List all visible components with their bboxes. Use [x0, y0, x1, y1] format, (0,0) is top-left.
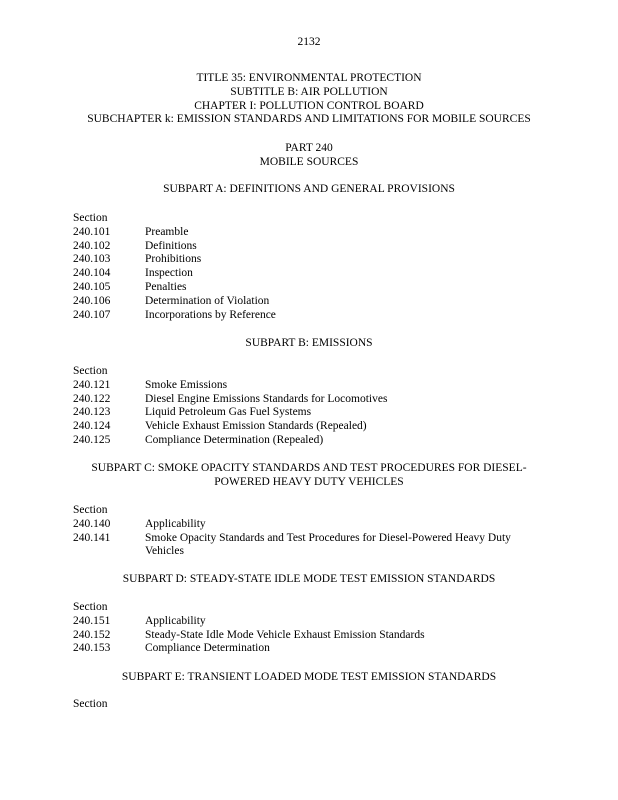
section-title: Inspection: [145, 267, 193, 280]
part-heading: [0, 142, 618, 170]
title-heading: TITLE 35: ENVIRONMENTAL PROTECTION: [196, 72, 422, 84]
section-row: [73, 295, 543, 309]
subpart-e-sections: [73, 698, 543, 712]
section-title: Determination of Violation: [145, 294, 270, 307]
section-title: Applicability: [145, 614, 206, 627]
section-title: Liquid Petroleum Gas Fuel Systems: [145, 406, 312, 419]
subpart-c-title: [60, 462, 558, 490]
subpart-b-title: SUBPART B: EMISSIONS: [245, 337, 373, 349]
section-number: 240.123: [73, 406, 111, 419]
section-label: Section: [73, 365, 108, 377]
page-number: 2132: [297, 36, 321, 48]
document-header: [0, 72, 618, 127]
section-label: Section: [73, 601, 108, 613]
section-title: Prohibitions: [145, 253, 202, 266]
section-number: 240.140: [73, 517, 111, 530]
section-row: [73, 267, 543, 281]
section-row: [73, 281, 543, 295]
section-row: [73, 240, 543, 254]
section-title: Preamble: [145, 225, 189, 238]
section-row: [73, 518, 543, 532]
subpart-b-sections: [73, 365, 543, 448]
section-number: 240.141: [73, 531, 111, 544]
section-number: 240.121: [73, 378, 111, 391]
section-number: 240.152: [73, 628, 111, 641]
part-name: MOBILE SOURCES: [259, 155, 359, 168]
subpart-c-title-line2: POWERED HEAVY DUTY VEHICLES: [214, 475, 404, 488]
subpart-c-title-line1: SUBPART C: SMOKE OPACITY STANDARDS AND TEST PROCEDURES FOR DIESEL-: [91, 462, 527, 474]
section-title: Compliance Determination (Repealed): [145, 433, 324, 446]
section-number: 240.151: [73, 614, 111, 627]
section-row: [73, 406, 543, 420]
section-label: Section: [73, 212, 108, 224]
subpart-d-sections: [73, 601, 543, 656]
section-number: 240.102: [73, 239, 111, 252]
section-row: [73, 393, 543, 407]
section-title: Steady-State Idle Mode Vehicle Exhaust Emission Standards: [145, 628, 425, 641]
part-number: PART 240: [285, 142, 333, 154]
subchapter-heading: SUBCHAPTER k: EMISSION STANDARDS AND LIMITATIONS FOR MOBILE SOURCES: [87, 113, 531, 126]
section-number: 240.103: [73, 253, 111, 266]
section-number: 240.125: [73, 433, 111, 446]
section-row: [73, 379, 543, 393]
section-row: [73, 420, 543, 434]
section-row: [73, 532, 543, 560]
section-row: [73, 434, 543, 448]
section-title: Smoke Emissions: [145, 378, 228, 391]
section-number: 240.105: [73, 280, 111, 293]
section-title: Definitions: [145, 239, 197, 252]
section-row: [73, 615, 543, 629]
section-number: 240.106: [73, 294, 111, 307]
subpart-c-sections: [73, 504, 543, 559]
subtitle-heading: SUBTITLE B: AIR POLLUTION: [230, 85, 388, 98]
section-title: Penalties: [145, 280, 187, 293]
subpart-d-title: SUBPART D: STEADY-STATE IDLE MODE TEST EMISSION STANDARDS: [122, 573, 496, 585]
section-number: 240.153: [73, 642, 111, 655]
chapter-heading: CHAPTER I: POLLUTION CONTROL BOARD: [194, 99, 424, 112]
subpart-a-title: SUBPART A: DEFINITIONS AND GENERAL PROVISIONS: [163, 183, 455, 195]
section-title: Vehicle Exhaust Emission Standards (Repealed): [145, 420, 367, 433]
section-label: Section: [73, 504, 108, 516]
section-title: Smoke Opacity Standards and Test Procedures for Diesel-Powered Heavy Duty Vehicles: [145, 531, 511, 558]
section-row: [73, 253, 543, 267]
section-number: 240.122: [73, 392, 111, 405]
section-number: 240.104: [73, 267, 111, 280]
section-title: Diesel Engine Emissions Standards for Locomotives: [145, 392, 388, 405]
section-title: Applicability: [145, 517, 206, 530]
section-row: [73, 226, 543, 240]
section-row: [73, 309, 543, 323]
section-label: Section: [73, 698, 108, 710]
section-row: [73, 629, 543, 643]
section-row: [73, 642, 543, 656]
subpart-e-title: SUBPART E: TRANSIENT LOADED MODE TEST EMISSION STANDARDS: [121, 671, 497, 683]
section-number: 240.101: [73, 225, 111, 238]
subpart-a-sections: [73, 212, 543, 322]
section-title: Incorporations by Reference: [145, 308, 276, 321]
section-title: Compliance Determination: [145, 642, 270, 655]
section-number: 240.124: [73, 420, 111, 433]
section-number: 240.107: [73, 308, 111, 321]
